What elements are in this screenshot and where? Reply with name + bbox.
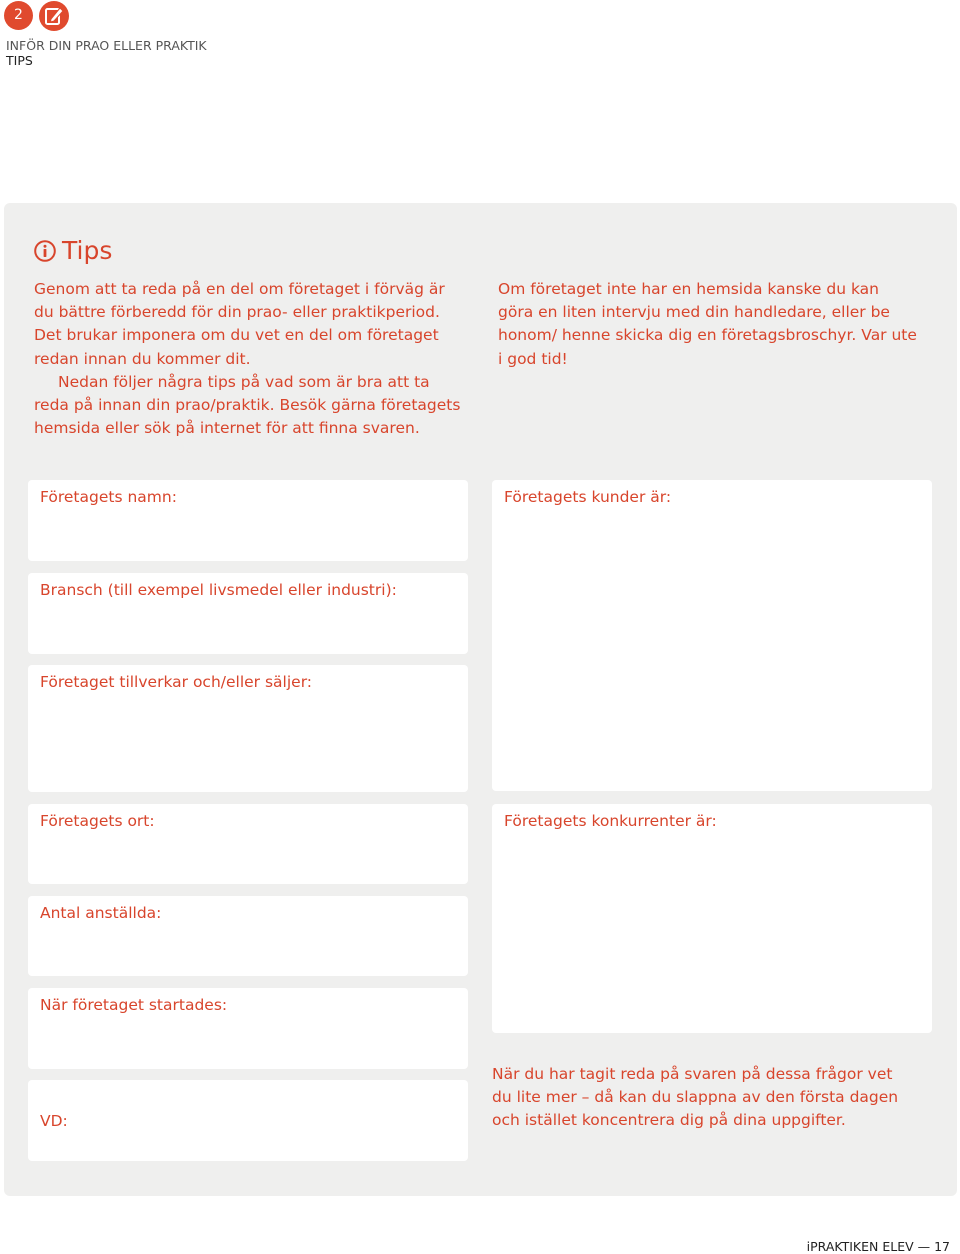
tips-title: Tips [62, 236, 113, 265]
tips-heading [34, 236, 112, 266]
customers-field[interactable] [492, 480, 932, 791]
section-subkicker: TIPS [6, 53, 33, 68]
founded-label: När företaget startades: [40, 996, 228, 1014]
ceo-label: VD: [40, 1111, 68, 1130]
products-field[interactable] [28, 665, 468, 792]
tips-intro-second: Nedan följer några tips på vad som är bra att ta reda på innan din prao/praktik. Besök gärna företagets hemsida eller sök på internet för att finna svaren. [34, 372, 461, 438]
tips-intro [34, 278, 464, 440]
pencil-paper-icon [38, 0, 70, 32]
info-circle-icon [34, 240, 56, 262]
company-name-field[interactable] [28, 480, 468, 561]
competitors-label: Företagets konkurrenter är: [504, 812, 717, 830]
section-kicker: INFÖR DIN PRAO ELLER PRAKTIK [6, 38, 207, 53]
employees-label: Antal anställda: [40, 904, 162, 922]
page-badge: 2 [4, 1, 33, 30]
ceo-field[interactable] [28, 1080, 468, 1161]
location-field[interactable] [28, 804, 468, 884]
company-name-label: Företagets namn: [40, 488, 177, 506]
closing-note: När du har tagit reda på svaren på dessa frågor vet du lite mer – då kan du slappna av den första dagen och istället koncentrera dig på dina uppgifter. [492, 1065, 899, 1130]
employees-field[interactable] [28, 896, 468, 976]
products-label: Företaget tillverkar och/eller säljer: [40, 673, 313, 691]
industry-label: Bransch (till exempel livsmedel eller industri): [40, 581, 397, 599]
location-label: Företagets ort: [40, 812, 155, 830]
founded-field[interactable] [28, 988, 468, 1069]
tips-aside: Om företaget inte har en hemsida kanske du kan göra en liten intervju med din handledare, eller be honom/ henne skicka dig en företagsbroschyr. Var ute i god tid! [498, 280, 917, 368]
customers-label: Företagets kunder är: [504, 488, 672, 506]
tips-intro-first: Genom att ta reda på en del om företaget i förväg är du bättre förberedd för din prao- eller praktikperiod. Det brukar imponera om du vet en del om företaget redan innan du kommer dit. [34, 280, 445, 368]
page-footer: iPRAKTIKEN ELEV — 17 [806, 1239, 950, 1254]
competitors-field[interactable] [492, 804, 932, 1033]
industry-field[interactable] [28, 573, 468, 654]
